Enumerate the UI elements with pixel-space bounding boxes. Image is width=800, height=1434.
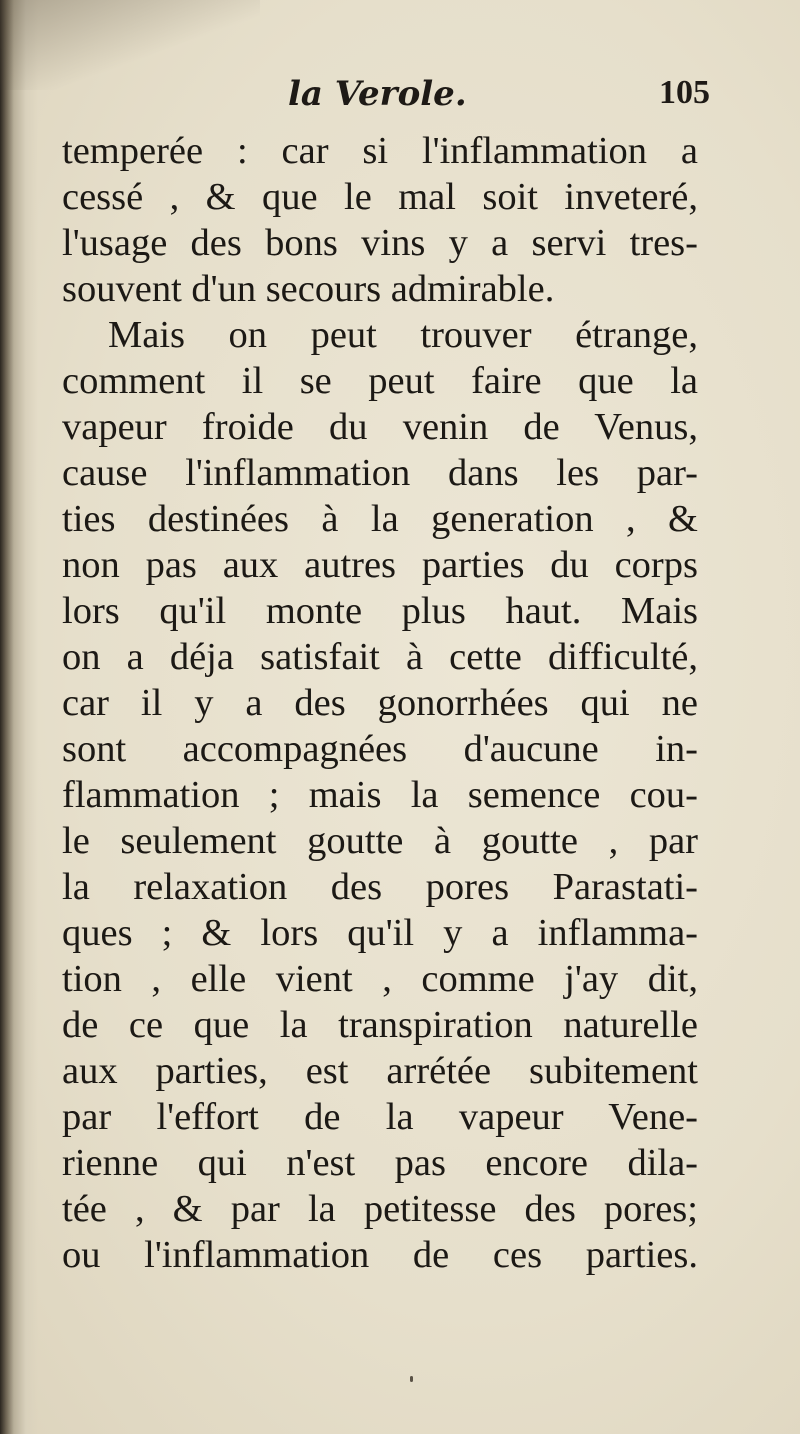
text-line: aux parties, est arrétée subitement [62, 1050, 698, 1092]
text-line: temperée : car si l'inflammation a [62, 130, 698, 172]
running-head [62, 74, 710, 122]
text-line: cause l'inflammation dans les par- [62, 452, 698, 494]
text-line: tée , & par la petitesse des pores; [62, 1188, 698, 1230]
text-line: souvent d'un secours admirable. [62, 268, 555, 310]
body-text [62, 128, 698, 1278]
text-line: flammation ; mais la semence cou- [62, 774, 698, 816]
text-line: la relaxation des pores Parastati- [62, 866, 698, 908]
text-line: tion , elle vient , comme j'ay dit, [62, 958, 698, 1000]
text-line: l'usage des bons vins y a servi tres- [62, 222, 698, 264]
text-line: de ce que la transpiration naturelle [62, 1004, 698, 1046]
text-line: le seulement goutte à goutte , par [62, 820, 698, 862]
running-title: la Verole. [288, 74, 467, 114]
text-line: sont accompagnées d'aucune in- [62, 728, 698, 770]
text-line: lors qu'il monte plus haut. Mais [62, 590, 698, 632]
page-number: 105 [659, 74, 710, 111]
text-line: cessé , & que le mal soit inveteré, [62, 176, 698, 218]
text-line: rienne qui n'est pas encore dila- [62, 1142, 698, 1184]
text-line: car il y a des gonorrhées qui ne [62, 682, 698, 724]
binding-shadow [0, 0, 38, 1434]
ink-speck [410, 1376, 413, 1382]
text-line: vapeur froide du venin de Venus, [62, 406, 698, 448]
text-line: non pas aux autres parties du corps [62, 544, 698, 586]
text-line: comment il se peut faire que la [62, 360, 698, 402]
text-line: ques ; & lors qu'il y a inflamma- [62, 912, 698, 954]
text-line: par l'effort de la vapeur Vene- [62, 1096, 698, 1138]
text-line: on a déja satisfait à cette difficulté, [62, 636, 698, 678]
text-line: ou l'inflammation de ces parties. [62, 1234, 698, 1276]
text-line: Mais on peut trouver étrange, [108, 314, 698, 356]
text-line: ties destinées à la generation , & [62, 498, 698, 540]
